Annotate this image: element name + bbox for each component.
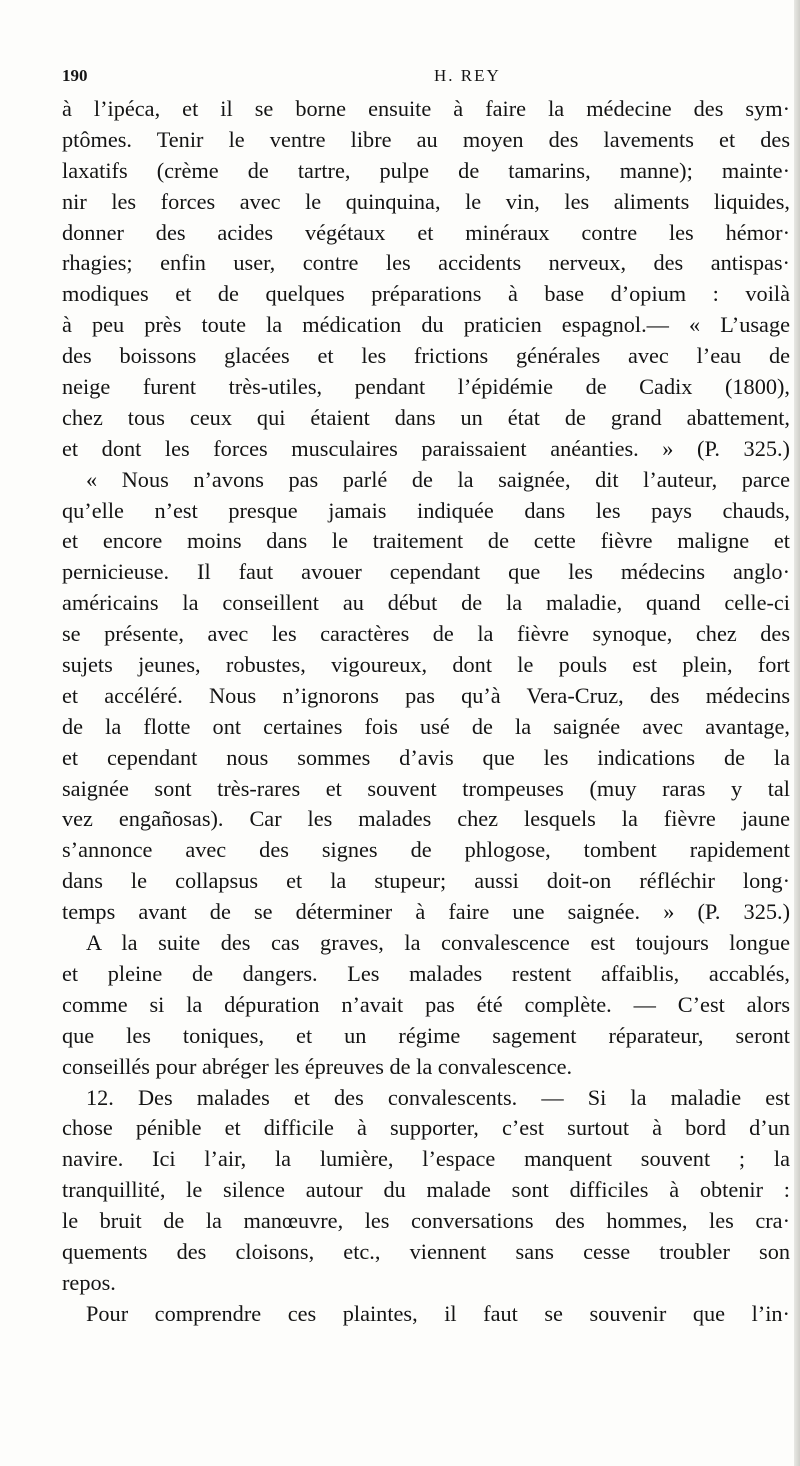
text-line: chez tous ceux qui étaient dans un état de grand abattement, [62,404,790,430]
text-line: vez engañosas). Car les malades chez lesquels la fièvre jaune [62,806,790,832]
text-line: que les toniques, et un régime sagement réparateur, seront [62,1022,790,1048]
text-line: des boissons glacées et les frictions générales avec l’eau de [62,343,790,369]
text-line: temps avant de se déterminer à faire une saignée. » (P. 325.) [62,899,790,925]
text-line: repos. [62,1269,116,1295]
text-line: neige furent très-utiles, pendant l’épidémie de Cadix (1800), [62,374,790,400]
text-line: et pleine de dangers. Les malades restent affaiblis, accablés, [62,960,790,986]
text-line: rhagies; enfin user, contre les accidents nerveux, des antispas· [62,250,790,276]
text-line: de la flotte ont certaines fois usé de la saignée avec avantage, [62,713,790,739]
page-number: 190 [62,66,88,85]
page-header [62,66,790,88]
text-line: Pour comprendre ces plaintes, il faut se souvenir que l’in· [86,1300,790,1326]
text-line: à peu près toute la médication du praticien espagnol.— « L’usage [62,312,790,338]
text-line: A la suite des cas graves, la convalescence est toujours longue [86,930,790,956]
text-line: navire. Ici l’air, la lumière, l’espace manquent souvent ; la [62,1146,790,1172]
text-line: nir les forces avec le quinquina, le vin, les aliments liquides, [62,188,790,214]
text-line: comme si la dépuration n’avait pas été complète. — C’est alors [62,991,790,1017]
text-line: et cependant nous sommes d’avis que les indications de la [62,744,790,770]
text-line: pernicieuse. Il faut avouer cependant que les médecins anglo· [62,559,790,585]
text-line: dans le collapsus et la stupeur; aussi doit-on réfléchir long· [62,868,790,894]
text-line: « Nous n’avons pas parlé de la saignée, dit l’auteur, parce [86,466,790,492]
text-line: laxatifs (crème de tartre, pulpe de tamarins, manne); mainte· [62,157,790,183]
text-line: et encore moins dans le traitement de cette fièvre maligne et [62,528,790,554]
text-line: et dont les forces musculaires paraissaient anéanties. » (P. 325.) [62,435,790,461]
text-line: conseillés pour abréger les épreuves de la convalescence. [62,1053,573,1079]
text-line: à l’ipéca, et il se borne ensuite à faire la médecine des sym· [62,96,790,121]
running-head: H. REY [434,66,501,85]
text-line: chose pénible et difficile à supporter, c’est surtout à bord d’un [62,1115,790,1141]
page-edge-shadow [794,0,800,1466]
text-line: américains la conseillent au début de la maladie, quand celle-ci [62,590,790,616]
text-line: qu’elle n’est presque jamais indiquée dans les pays chauds, [62,497,790,523]
text-line: le bruit de la manœuvre, les conversations des hommes, les cra· [62,1208,790,1234]
text-line: se présente, avec les caractères de la fièvre synoque, chez des [62,621,790,647]
body-text [62,94,790,1330]
text-line: ptômes. Tenir le ventre libre au moyen des lavements et des [62,126,790,152]
text-line: tranquillité, le silence autour du malade sont difficiles à obtenir : [62,1177,790,1203]
text-line: quements des cloisons, etc., viennent sans cesse troubler son [62,1238,790,1264]
text-line: sujets jeunes, robustes, vigoureux, dont le pouls est plein, fort [62,652,790,678]
text-line: donner des acides végétaux et minéraux contre les hémor· [62,219,790,245]
text-line: modiques et de quelques préparations à base d’opium : voilà [62,281,790,307]
text-line: 12. Des malades et des convalescents. — Si la maladie est [86,1084,790,1110]
text-line: saignée sont très-rares et souvent trompeuses (muy raras y tal [62,775,790,801]
text-line: et accéléré. Nous n’ignorons pas qu’à Vera-Cruz, des médecins [62,682,790,708]
text-line: s’annonce avec des signes de phlogose, tombent rapidement [62,837,790,863]
